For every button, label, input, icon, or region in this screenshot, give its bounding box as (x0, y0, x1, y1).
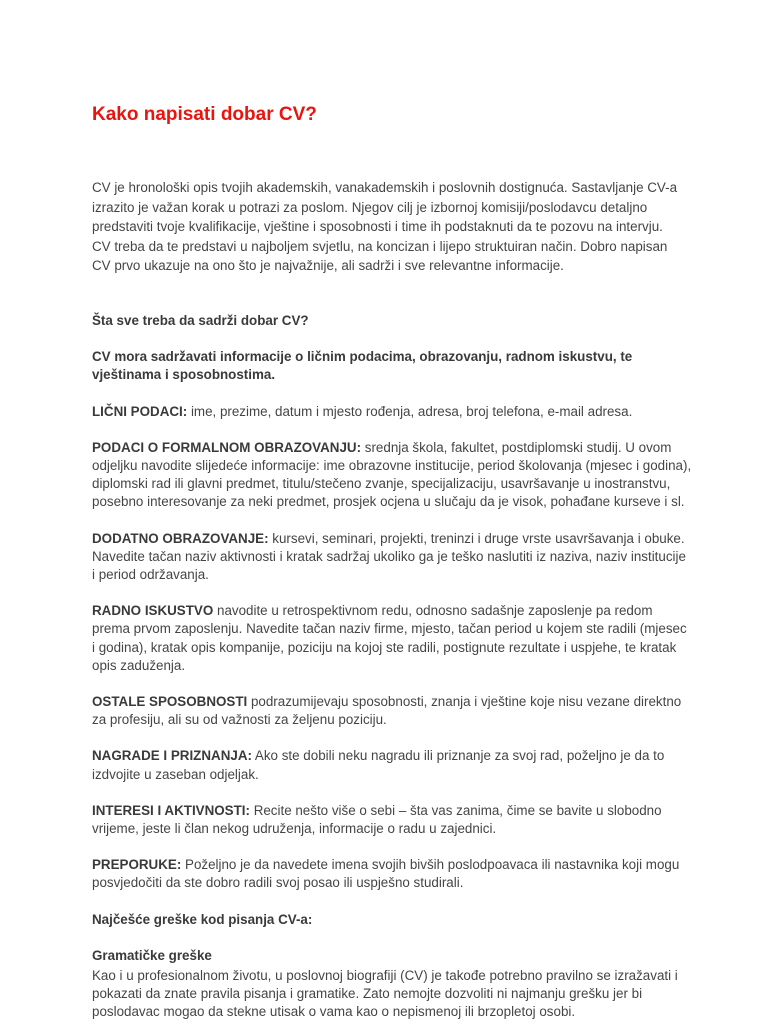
grammar-section (92, 947, 692, 1022)
section-interests (92, 802, 692, 838)
section-text: kursevi, seminari, projekti, treninzi i druge vrste usavršavanja i obuke. Navedite tačan naziv aktivnosti i kratak sadržaj ukoliko ga je teško naslutiti iz naziva, naziv institucije i period održavanja. (92, 530, 686, 583)
section-additional-education (92, 530, 692, 585)
grammar-heading: Gramatičke greške (92, 947, 212, 963)
section-label: OSTALE SPOSOBNOSTI (92, 694, 248, 710)
document-body (92, 312, 692, 1028)
section-text: Recite nešto više o sebi – šta vas zanima, čime se bavite u slobodno vrijeme, jeste li član nekog udruženja, informacije o radu u zajednici. (92, 802, 662, 837)
document-title: Kako napisati dobar CV? (92, 104, 317, 125)
section-other-skills (92, 693, 692, 729)
section-question: Šta sve treba da sadrži dobar CV? (92, 313, 309, 328)
section-awards (92, 747, 692, 783)
section-text: ime, prezime, datum i mjesto rođenja, adresa, broj telefona, e-mail adresa. (187, 403, 633, 419)
section-text: navodite u retrospektivnom redu, odnosno sadašnje zaposlenje pa redom prema prvom zaposlenju. Navedite tačan naziv firme, mjesto, tačan period u kojem ste radili (mjesec i godina), kratak opis kompanije, poziciju na kojoj ste radili, postignute rezultate i uspjehe, te kratak opis zaduženja. (92, 603, 687, 673)
lead-paragraph: CV mora sadržavati informacije o ličnim podacima, obrazovanju, radnom iskustvu, te vještinama i sposobnostima. (92, 349, 633, 383)
section-label: INTERESI I AKTIVNOSTI: (92, 802, 250, 818)
section-text: podrazumijevaju sposobnosti, znanja i vještine koje nisu vezane direktno za profesiju, ali su od važnosti za željenu poziciju. (92, 694, 682, 728)
section-label: RADNO ISKUSTVO (92, 603, 214, 619)
section-formal-education (92, 439, 692, 512)
intro-paragraph: CV je hronološki opis tvojih akademskih, vanakademskih i poslovnih dostignuća. Sastavljanje CV-a izrazito je važan korak u potrazi za poslom. Njegov cilj je izbornoj komisiji/poslodavcu detaljno predstaviti tvoje kvalifikacije, vještine i sposobnosti i time ih podstaknuti da te pozovu na intervju. CV treba da te predstavi u najboljem svjetlu, na koncizan i lijepo struktuiran način. Dobro napisan CV prvo ukazuje na ono što je najvažnije, ali sadrži i sve relevantne informacije. (92, 180, 678, 273)
section-text: srednja škola, fakultet, postdiplomski studij. U ovom odjeljku navodite slijedeće informacije: ime obrazovne institucije, period školovanja (mjesec i godina), diplomski rad ili glavni predmet, titulu/stečeno zvanje, specijalizaciju, usavršavanje u inostranstvu, posebno interesovanje za neki predmet, prosjek ocjena u slučaju da je visok, pohađane kurseve i sl. (92, 439, 692, 510)
section-text: Poželjno je da navedete imena svojih bivših poslodpoavaca ili nastavnika koji mogu posvjedočiti da ste dobro radili svoj posao ili uspješno studirali. (92, 857, 680, 891)
section-label: DODATNO OBRAZOVANJE: (92, 530, 269, 546)
grammar-text: Kao i u profesionalnom životu, u poslovnoj biografiji (CV) je takođe potrebno pravilno se izražavati i pokazati da znate pravila pisanja i gramatike. Zato nemojte dozvoliti ni najmanju grešku jer bi poslodavac mogao da stekne utisak o vama kao o nepismenoj ili brzopletoj osobi. (92, 968, 678, 1020)
section-label: PODACI O FORMALNOM OBRAZOVANJU: (92, 439, 362, 455)
section-work-experience (92, 602, 692, 675)
mistakes-heading: Najčešće greške kod pisanja CV-a: (92, 911, 313, 927)
section-text: Ako ste dobili neku nagradu ili priznanje za svoj rad, poželjno je da to izdvojite u zaseban odjeljak. (92, 748, 665, 782)
section-personal-data (92, 403, 692, 421)
section-label: NAGRADE I PRIZNANJA: (92, 748, 252, 764)
section-references (92, 856, 692, 892)
section-label: LIČNI PODACI: (92, 403, 188, 419)
section-label: PREPORUKE: (92, 857, 182, 873)
